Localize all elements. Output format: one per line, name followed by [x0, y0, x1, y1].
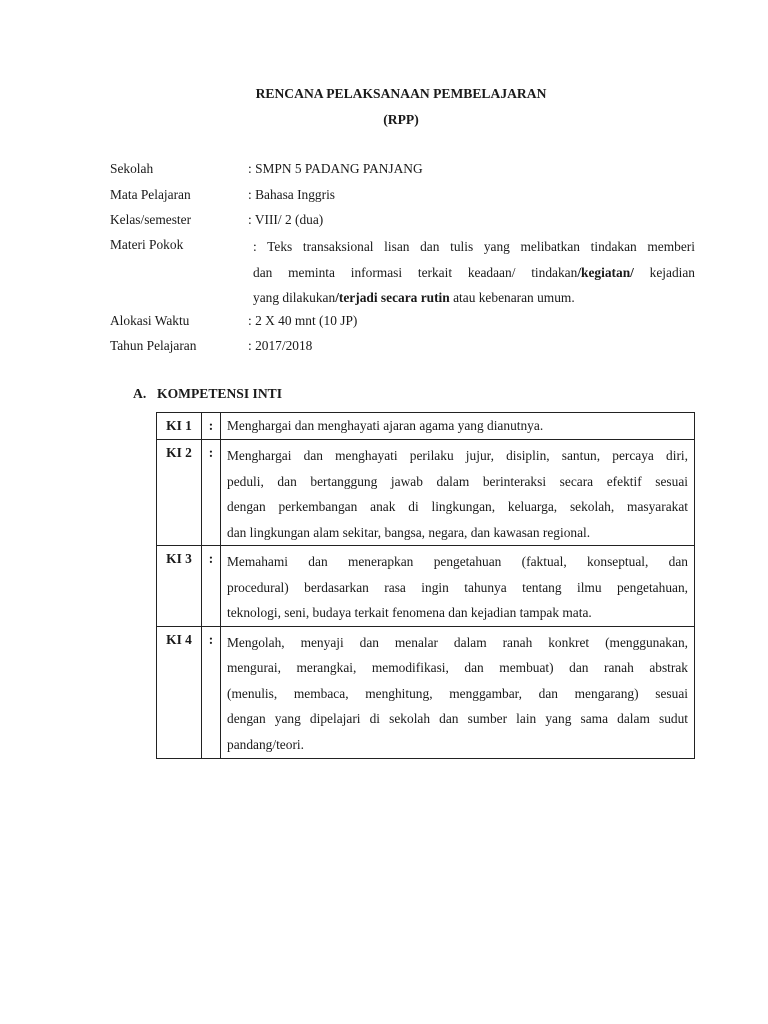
- table-row-ki4: [157, 626, 695, 758]
- ki-line: teknologi, seni, budaya terkait fenomena dan kejadian tampak mata.: [227, 605, 592, 620]
- ki-colon: :: [202, 546, 221, 627]
- ki-line: peduli, dan bertanggung jawab dalam berinteraksi secara efektif sesuai: [227, 473, 688, 489]
- identity-value: : VIII/ 2 (dua): [248, 212, 324, 227]
- ki-code: KI 3: [157, 546, 202, 627]
- document-subtitle: (RPP): [383, 112, 419, 127]
- materi-bold-text: /terjadi secara rutin: [335, 290, 450, 305]
- table-row-ki2: [157, 440, 695, 546]
- materi-bold-text: /kegiatan/: [577, 264, 634, 280]
- ki-line: mengurai, merangkai, memodifikasi, dan membuat) dan ranah abstrak: [227, 660, 688, 675]
- ki-line: procedural) berdasarkan rasa ingin tahunya tentang ilmu pengetahuan,: [227, 579, 688, 595]
- ki-line: (menulis, membaca, menghitung, menggambar, dan mengarang) sesuai: [227, 685, 688, 701]
- ki-description: [221, 626, 695, 758]
- identity-label: Materi Pokok: [110, 237, 184, 252]
- ki-colon: :: [202, 413, 221, 440]
- table-row-ki3: [157, 546, 695, 627]
- document-title: RENCANA PELAKSANAAN PEMBELAJARAN: [255, 86, 547, 101]
- identity-label: Sekolah: [110, 161, 154, 176]
- ki-line: dengan perkembangan anak di lingkungan, keluarga, sekolah, masyarakat: [227, 499, 688, 514]
- ki-description: [221, 546, 695, 627]
- section-title: KOMPETENSI INTI: [157, 386, 283, 401]
- section-letter: A.: [133, 386, 147, 401]
- identity-label: Mata Pelajaran: [110, 187, 191, 202]
- identity-label: Tahun Pelajaran: [110, 338, 197, 353]
- identity-value: : Bahasa Inggris: [248, 187, 336, 202]
- kompetensi-inti-table: [156, 412, 695, 759]
- identity-value: : SMPN 5 PADANG PANJANG: [248, 161, 423, 176]
- ki-line: pandang/teori.: [227, 736, 304, 752]
- ki-line: dan lingkungan alam sekitar, bangsa, negara, dan kawasan regional.: [227, 524, 591, 540]
- materi-text: kejadian: [633, 264, 695, 280]
- identity-label: Kelas/semester: [110, 212, 192, 227]
- ki-description: [221, 440, 695, 546]
- ki-line: Menghargai dan menghayati ajaran agama yang dianutnya.: [227, 418, 544, 433]
- ki-colon: :: [202, 626, 221, 758]
- table-row-ki1: [157, 413, 695, 440]
- ki-line: Memahami dan menerapkan pengetahuan (faktual, konseptual, dan: [227, 554, 688, 569]
- materi-text: atau kebenaran umum.: [449, 290, 575, 305]
- ki-code: KI 2: [157, 440, 202, 546]
- ki-line: dengan yang dipelajari di sekolah dan sumber lain yang sama dalam sudut: [227, 711, 688, 726]
- ki-description: [221, 413, 695, 440]
- materi-text: dan meminta informasi terkait keadaan/ tindakan: [253, 264, 578, 280]
- materi-line-3: [253, 285, 695, 311]
- ki-code: KI 1: [157, 413, 202, 440]
- ki-colon: :: [202, 440, 221, 546]
- section-heading-kompetensi-inti: [133, 386, 282, 402]
- identity-label: Alokasi Waktu: [110, 313, 190, 328]
- ki-line: Mengolah, menyaji dan menalar dalam ranah konkret (menggunakan,: [227, 634, 688, 650]
- ki-code: KI 4: [157, 626, 202, 758]
- materi-pokok-value: [253, 234, 695, 311]
- materi-line-1: : Teks transaksional lisan dan tulis yang melibatkan tindakan memberi: [253, 239, 695, 254]
- ki-line: Menghargai dan menghayati perilaku jujur, disiplin, santun, percaya diri,: [227, 448, 688, 463]
- identity-value: : 2017/2018: [248, 338, 313, 353]
- materi-line-2: [253, 260, 695, 286]
- materi-text: yang dilakukan: [253, 290, 336, 305]
- identity-value: : 2 X 40 mnt (10 JP): [248, 313, 358, 328]
